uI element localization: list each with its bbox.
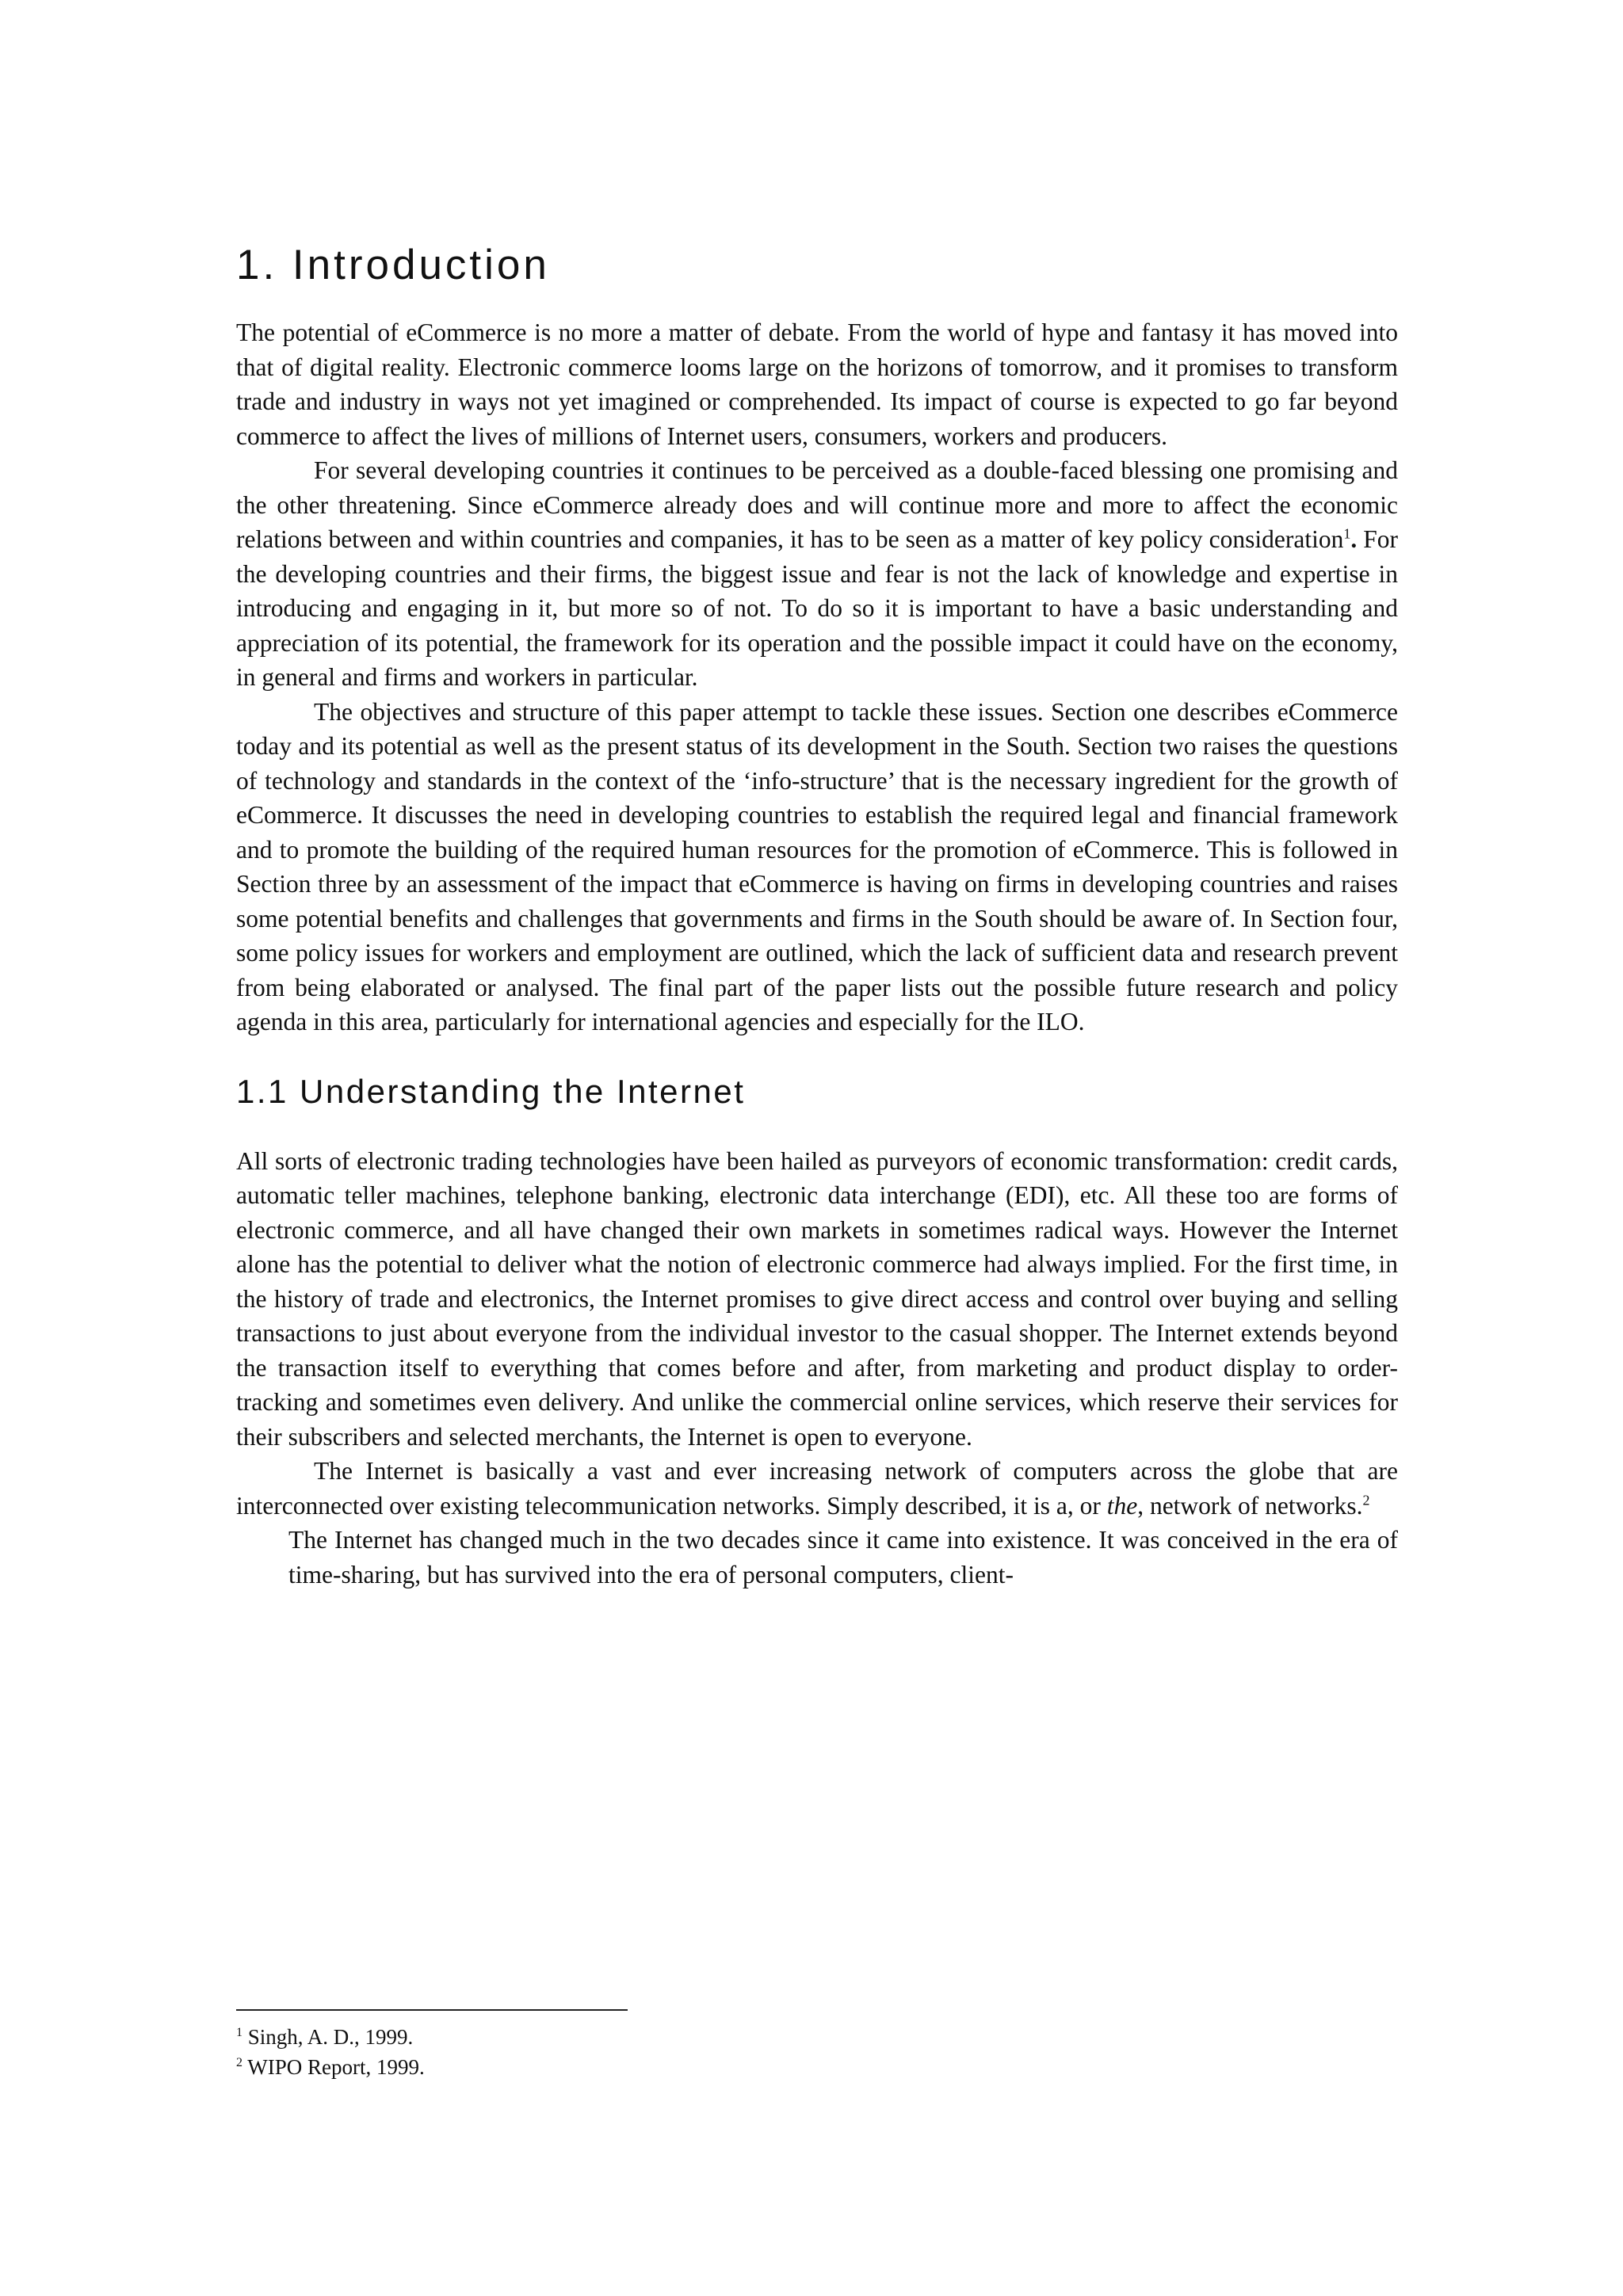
footnote-2 <box>236 2052 425 2082</box>
internet-paragraph-1: All sorts of electronic trading technologies have been hailed as purveyors of economic transformation: credit cards, automatic teller machines, telephone banking, electronic data interchange (EDI), etc. All these too are forms of electronic commerce, and all have changed their own markets in sometimes radical ways. However the Internet alone has the potential to deliver what the notion of electronic commerce had always implied. For the first time, in the history of trade and electronics, the Internet promises to give direct access and control over buying and selling transactions to just about everyone from the individual investor to the casual shopper. The Internet extends beyond the transaction itself to everything that comes before and after, from marketing and product display to order-tracking and sometimes even delivery. And unlike the commercial online services, which reserve their services for their subscribers and selected merchants, the Internet is open to everyone. <box>236 1146 1398 1451</box>
footnote-number: 1 <box>236 2026 242 2039</box>
intro-paragraph-2 <box>236 453 1398 695</box>
intro-paragraph-2-text: For several developing countries it continues to be perceived as a double-faced blessing one promising and the other threatening. Since eCommerce already does and will continue more and more to affect the economic relations between and within countries and companies, it has to be seen as a matter of key policy consideration <box>236 456 1398 553</box>
footnote-1 <box>236 2022 425 2052</box>
footnote-text: Singh, A. D., 1999. <box>247 2025 414 2049</box>
page-content <box>236 238 1398 1592</box>
footnote-text: WIPO Report, 1999. <box>247 2055 425 2079</box>
subsection-heading: 1.1 Understanding the Internet <box>236 1072 746 1110</box>
internet-paragraph-2-emphasis: the <box>1106 1491 1138 1520</box>
footnote-divider <box>236 2009 628 2011</box>
intro-paragraph-2-period: . <box>1350 525 1358 553</box>
internet-paragraph-2-end: , network of networks. <box>1137 1491 1363 1520</box>
footnotes <box>236 2022 425 2082</box>
internet-paragraph-2 <box>236 1454 1398 1523</box>
internet-paragraph-2-text: The Internet is basically a vast and ever increasing network of computers across the globe that are interconnected over existing telecommunication networks. Simply described, it is a, or <box>236 1457 1398 1520</box>
intro-paragraph-2-rest: For the developing countries and their firms, the biggest issue and fear is not the lack of knowledge and expertise in introducing and engaging in it, but more so of not. To do so it is important to have a basic understanding and appreciation of its potential, the framework for its operation and the possible impact it could have on the economy, in general and firms and workers in particular. <box>236 525 1398 691</box>
footnote-ref-1[interactable]: 1 <box>1343 525 1351 542</box>
intro-paragraph-3: The objectives and structure of this paper attempt to tackle these issues. Section one describes eCommerce today and its potential as well as the present status of its development in the South. Section two raises the questions of technology and standards in the context of the ‘info-structure’ that is the necessary ingredient for the growth of eCommerce. It discusses the need in developing countries to establish the required legal and financial framework and to promote the building of the required human resources for the promotion of eCommerce. This is followed in Section three by an assessment of the impact that eCommerce is having on firms in developing countries and raises some potential benefits and challenges that governments and firms in the South should be aware of. In Section four, some policy issues for workers and employment are outlined, which the lack of sufficient data and research prevent from being elaborated or analysed. The final part of the paper lists out the possible future research and policy agenda in this area, particularly for international agencies and especially for the ILO. <box>236 697 1398 1035</box>
section-heading: 1. Introduction <box>236 242 550 288</box>
internet-quote: The Internet has changed much in the two decades since it came into existence. It was conceived in the era of time-sharing, but has survived into the era of personal computers, client- <box>288 1526 1398 1589</box>
footnote-ref-2[interactable]: 2 <box>1362 1492 1370 1508</box>
footnote-number: 2 <box>236 2056 242 2069</box>
intro-paragraph-1: The potential of eCommerce is no more a matter of debate. From the world of hype and fantasy it has moved into that of digital reality. Electronic commerce looms large on the horizons of tomorrow, and it promises to transform trade and industry in ways not yet imagined or comprehended. Its impact of course is expected to go far beyond commerce to affect the lives of millions of Internet users, consumers, workers and producers. <box>236 318 1398 450</box>
